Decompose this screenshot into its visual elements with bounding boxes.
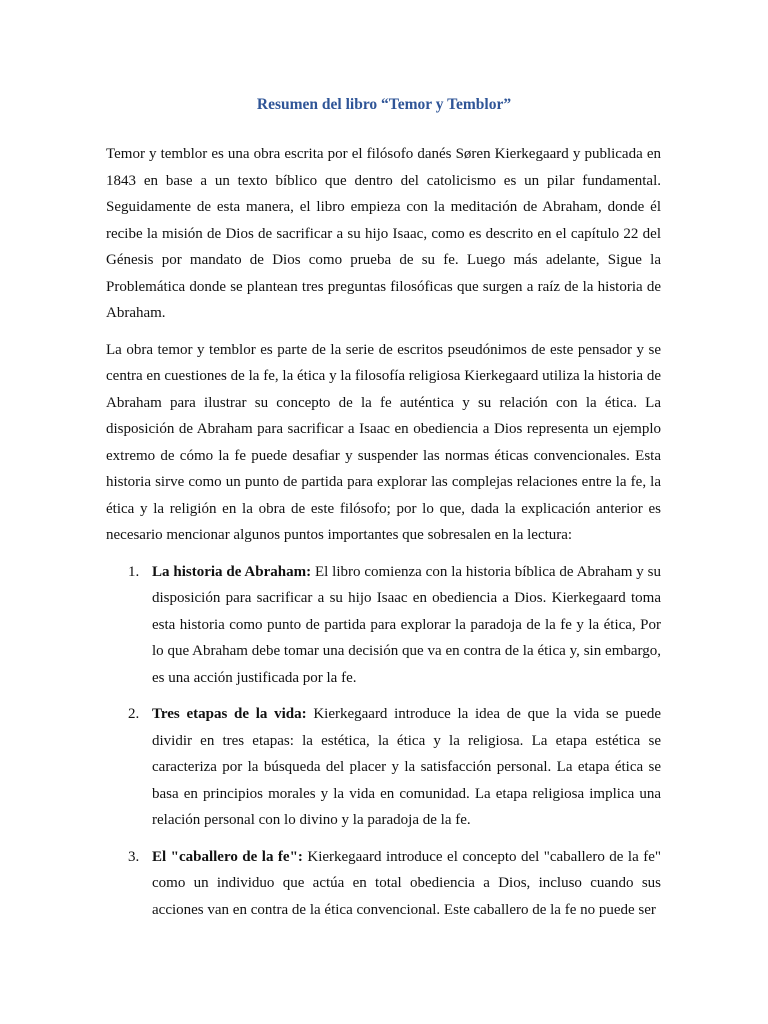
list-item-text: Kierkegaard introduce la idea de que la vida se puede dividir en tres etapas: la estética, la ética y la religiosa. La etapa estética se caracteriza por la búsqueda del placer y la satisfacción personal. La etapa ética se basa en principios morales y la vida en comunidad. La etapa religiosa implica una relación personal con lo divino y la paradoja de la fe. <box>152 706 662 828</box>
key-points-list <box>106 559 661 924</box>
list-item-text: El libro comienza con la historia bíblica de Abraham y su disposición para sacrificar a su hijo Isaac en obediencia a Dios. Kierkegaard toma esta historia como punto de partida para explorar la paradoja de la fe y la ética, Por lo que Abraham debe tomar una decisión que va en contra de la ética y, sin embargo, es una acción justificada por la fe. <box>152 563 661 686</box>
list-item-number: 3. <box>128 848 140 865</box>
list-item-heading: La historia de Abraham: <box>152 563 312 580</box>
list-item <box>106 844 661 924</box>
document-title: Resumen del libro “Temor y Temblor” <box>256 96 512 113</box>
list-item-heading: El "caballero de la fe": <box>152 848 303 865</box>
list-item <box>106 701 661 834</box>
paragraph-intro: Temor y temblor es una obra escrita por el filósofo danés Søren Kierkegaard y publicada en 1843 en base a un texto bíblico que dentro del catolicismo es un pilar fundamental. Seguidamente de esta manera, el libro empieza con la meditación de Abraham, donde él recibe la misión de Dios de sacrificar a su hijo Isaac, como es descrito en el capítulo 22 del Génesis por mandato de Dios como prueba de su fe. Luego más adelante, Sigue la Problemática donde se plantean tres preguntas filosóficas que surgen a raíz de la historia de Abraham. <box>106 146 661 321</box>
list-item-heading: Tres etapas de la vida: <box>152 706 307 722</box>
list-item-text: Kierkegaard introduce el concepto del "caballero de la fe" como un individuo que actúa en total obediencia a Dios, incluso cuando sus acciones van en contra de la ética convencional. Este caballero de la fe no puede ser <box>152 848 661 918</box>
document-body <box>106 141 661 933</box>
list-item-number: 1. <box>128 563 140 580</box>
list-item <box>106 559 661 692</box>
list-item-number: 2. <box>128 706 140 722</box>
paragraph-context: La obra temor y temblor es parte de la serie de escritos pseudónimos de este pensador y se centra en cuestiones de la fe, la ética y la filosofía religiosa Kierkegaard utiliza la historia de Abraham para ilustrar su concepto de la fe auténtica y su relación con la ética. La disposición de Abraham para sacrificar a Isaac en obediencia a Dios representa un ejemplo extremo de cómo la fe puede desafiar y suspender las normas éticas convencionales. Esta historia sirve como un punto de partida para explorar las complejas relaciones entre la fe, la ética y la religión en la obra de este filósofo; por lo que, dada la explicación anterior es necesario mencionar algunos puntos importantes que sobresalen en la lectura: <box>106 341 661 543</box>
